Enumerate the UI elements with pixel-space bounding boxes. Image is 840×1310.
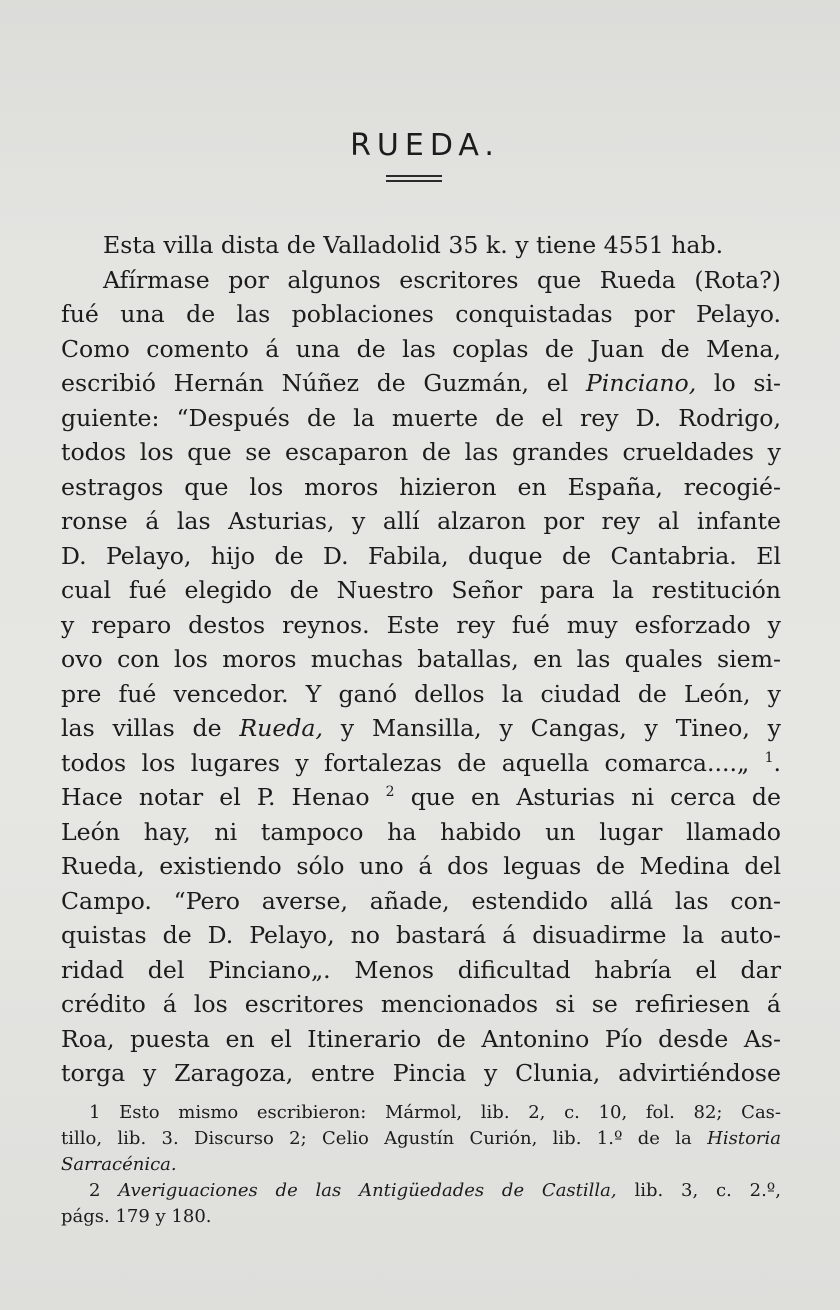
text-line: quistas de D. Pelayo, no bastará á disuadirme la auto-: [61, 921, 781, 949]
text-line: ronse á las Asturias, y allí alzaron por rey al infante: [61, 507, 781, 535]
text-line: guiente: “Después de la muerte de el rey D. Rodrigo,: [61, 403, 781, 432]
text-line: estragos que los moros hizieron en España, recogié-: [61, 472, 781, 501]
text-line: y reparo destos reynos. Este rey fué muy esforzado y: [61, 610, 781, 639]
text-line: torga y Zaragoza, entre Pincia y Clunia, advirtiéndose: [61, 1059, 781, 1087]
footnote-1-line-3: Sarracénica.: [61, 1154, 177, 1175]
text-line: Esta villa dista de Valladolid 35 k. y tiene 4551 hab.: [103, 231, 724, 259]
body-text: [61, 228, 781, 1091]
text-line: ridad del Pinciano„. Menos dificultad habría el dar: [61, 955, 781, 984]
title-rule-bottom: [386, 180, 442, 182]
text-line: Campo. “Pero averse, añade, estendido allá las con-: [61, 886, 781, 915]
text-line: ovo con los moros muchas batallas, en las quales siem-: [61, 645, 781, 673]
text-line: crédito á los escritores mencionados si se refiriesen á: [61, 990, 781, 1018]
footnote-1-line-1: 1 Esto mismo escribieron: Mármol, lib. 2, c. 10, fol. 82; Cas-: [89, 1102, 781, 1123]
page-title: RUEDA.: [350, 128, 500, 163]
footnote-2-line-1: 2 Averiguaciones de las Antigüedades de Castilla, lib. 3, c. 2.º,: [89, 1180, 781, 1201]
text-line: pre fué vencedor. Y ganó dellos la ciudad de León, y: [61, 679, 781, 708]
text-line: Hace notar el P. Henao $^2$ que en Asturias ni cerca de: [61, 783, 781, 811]
text-line: Roa, puesta en el Itinerario de Antonino Pío desde As-: [61, 1024, 781, 1053]
footnote-2-line-2: págs. 179 y 180.: [61, 1206, 212, 1227]
text-line: todos los lugares y fortalezas de aquella comarca....„ $^1$.: [61, 748, 781, 777]
text-line: las villas de Rueda, y Mansilla, y Cangas, y Tineo, y: [61, 714, 781, 742]
text-line: escribió Hernán Núñez de Guzmán, el Pinciano, lo si-: [61, 369, 781, 397]
text-line: Como comento á una de las coplas de Juan de Mena,: [61, 334, 781, 363]
footnotes: [61, 1100, 781, 1230]
text-line: Afírmase por algunos escritores que Rueda (Rota?): [103, 265, 781, 294]
footnote-1-line-2: tillo, lib. 3. Discurso 2; Celio Agustín Curión, lib. 1.º de la Historia: [61, 1128, 781, 1149]
text-line: cual fué elegido de Nuestro Señor para la restitución: [61, 576, 781, 604]
text-line: León hay, ni tampoco ha habido un lugar llamado: [61, 817, 781, 846]
text-line: fué una de las poblaciones conquistadas por Pelayo.: [61, 300, 781, 328]
text-line: Rueda, existiendo sólo uno á dos leguas de Medina del: [61, 852, 781, 880]
text-line: todos los que se escaparon de las grandes crueldades y: [61, 438, 781, 466]
title-rule-top: [386, 175, 442, 177]
text-line: D. Pelayo, hijo de D. Fabila, duque de Cantabria. El: [61, 541, 781, 570]
